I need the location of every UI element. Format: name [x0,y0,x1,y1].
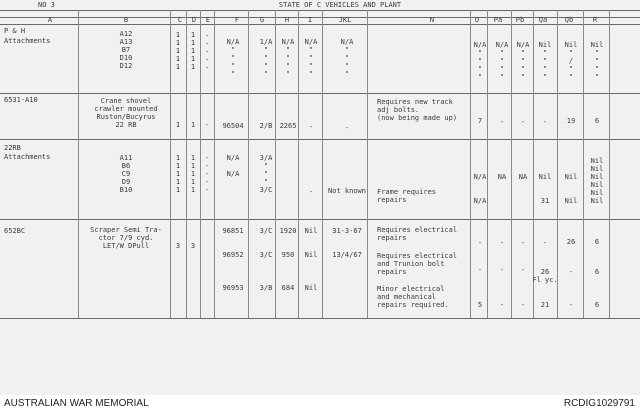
cell-g-row1: " [263,46,269,54]
cell-b-row2: 22 RB [115,121,137,129]
cell-pa-row1: " [499,73,505,81]
cell-qa-row1: " [542,49,548,57]
archive-footer [0,395,640,412]
cell-b-row3: C9 [121,170,131,178]
cell-r-row1: " [594,73,600,81]
cell-f-row1: " [230,46,236,54]
cell-r-row1: " [594,65,600,73]
cell-g-row1: 1/A [259,38,273,46]
cell-r-row3: Nil [590,181,604,189]
cell-pa-row3: NA [497,173,507,181]
column-rule [322,10,323,318]
cell-c-row1: 1 [175,63,181,71]
cell-c-row1: 1 [175,47,181,55]
cell-jkl-row1: " [344,70,350,78]
cell-f-row3: N/A [226,154,240,162]
column-rule [533,10,534,318]
page-number: NO 3 [38,1,55,9]
cell-qb-row1: / [568,57,574,65]
column-rule [487,10,488,318]
cell-g-row3: 3/C [259,186,273,194]
cell-c-row3: 1 [175,186,181,194]
cell-h-row1: " [285,46,291,54]
row-divider [0,139,640,140]
cell-qa-row1: " [542,57,548,65]
column-header-h: H [284,16,290,24]
cell-i-row4: Nil [304,284,318,292]
cell-b-row3: B10 [119,186,133,194]
column-rule [609,10,610,318]
cell-b-row3: A11 [119,154,133,162]
cell-i-row1: N/A [304,38,318,46]
cell-g-row4: 3/B [259,284,273,292]
cell-d-row3: 1 [190,186,196,194]
cell-f-row1: N/A [226,38,240,46]
column-header-b: B [123,16,129,24]
column-rule [367,10,368,318]
footer-record-id: RCDIG1029791 [563,398,635,409]
cell-o-row4: 5 [477,301,483,309]
cell-i-row1: " [308,46,314,54]
cell-r-row3: Nil [590,173,604,181]
column-header-o: O [474,16,480,24]
cell-h-row1: N/A [281,38,295,46]
cell-qb-row3: Nil [564,173,578,181]
cell-g-row4: 3/C [259,251,273,259]
cell-g-row3: " [263,162,269,170]
cell-h-row4: 950 [281,251,295,259]
cell-o-row1: " [477,57,483,65]
cell-c-row1: 1 [175,55,181,63]
cell-pa-row1: " [499,57,505,65]
column-header-a: A [47,16,53,24]
cell-b-row4: ctor 7/9 cyd. [98,234,154,242]
cell-r-row1: " [594,57,600,65]
cell-d-row1: 1 [190,47,196,55]
cell-pb-row1: " [520,73,526,81]
column-header-r: R [592,16,598,24]
cell-qa-row3: Nil [538,173,552,181]
column-rule [200,10,201,318]
cell-r-row3: Nil [590,197,604,205]
cell-pb-row1: " [520,65,526,73]
cell-c-row3: 1 [175,162,181,170]
cell-r-row3: Nil [590,165,604,173]
cell-n-row4: repairs [377,234,407,242]
cell-g-row3: " [263,170,269,178]
cell-a-row2: 6531-A10 [4,96,38,104]
cell-n-row2: adj bolts. [377,106,420,114]
cell-n-row4: repairs [377,268,407,276]
cell-g-row4: 3/C [259,227,273,235]
cell-c-row1: 1 [175,39,181,47]
cell-f-row4: 96953 [222,284,244,292]
cell-f-row1: " [230,70,236,78]
cell-e-row1: - [204,48,210,56]
cell-qb-row1: " [568,73,574,81]
cell-o-row2: 7 [477,117,483,125]
cell-r-row3: Nil [590,157,604,165]
cell-n-row4: repairs required. [377,301,449,309]
cell-b-row1: A13 [119,38,133,46]
cell-i-row3: - [308,188,314,196]
cell-b-row1: A12 [119,30,133,38]
cell-a-row3: Attachments [4,153,51,161]
cell-o-row1: N/A [473,41,487,49]
cell-o-row1: " [477,73,483,81]
cell-pa-row1: " [499,49,505,57]
column-rule [275,10,276,318]
cell-h-row1: " [285,70,291,78]
cell-i-row4: Nil [304,251,318,259]
cell-c-row3: 1 [175,170,181,178]
cell-jkl-row2: - [344,124,350,132]
column-header-d: D [191,16,197,24]
cell-n-row4: Requires electrical [377,226,458,234]
cell-e-row3: - [204,186,210,194]
column-rule [470,10,471,318]
cell-d-row3: 1 [190,154,196,162]
cell-d-row1: 1 [190,55,196,63]
cell-qb-row1: " [568,49,574,57]
cell-pb-row4: - [520,301,526,309]
column-header-pb: Pb [515,16,525,24]
cell-n-row4: Requires electrical [377,252,458,260]
cell-qa-row4: 21 [540,301,550,309]
cell-b-row3: B6 [121,162,131,170]
cell-o-row1: " [477,49,483,57]
cell-pb-row1: " [520,57,526,65]
cell-d-row1: 1 [190,39,196,47]
cell-e-row2: - [204,121,210,129]
cell-e-row3: - [204,162,210,170]
cell-o-row3: N/A [473,173,487,181]
cell-qb-row1: Nil [564,41,578,49]
cell-c-row2: 1 [175,121,181,129]
cell-e-row3: - [204,178,210,186]
cell-qb-row1: " [568,65,574,73]
cell-a-row3: 22RB [4,144,21,152]
cell-pb-row4: - [520,266,526,274]
cell-h-row4: 1920 [279,227,297,235]
column-rule [298,10,299,318]
cell-b-row1: D10 [119,54,133,62]
cell-qa-row3: 31 [540,197,550,205]
column-header-n: N [429,16,435,24]
column-header-i: I [307,16,313,24]
cell-pb-row1: N/A [516,41,530,49]
cell-h-row4: 684 [281,284,295,292]
cell-pa-row4: - [499,301,505,309]
cell-r-row1: Nil [590,41,604,49]
cell-r-row4: 6 [594,268,600,276]
cell-i-row1: " [308,54,314,62]
row-divider [0,219,640,220]
cell-i-row1: " [308,62,314,70]
cell-o-row3: N/A [473,197,487,205]
cell-qa-row1: " [542,65,548,73]
cell-b-row1: B7 [121,46,131,54]
cell-i-row4: Nil [304,227,318,235]
bottom-rule [0,318,640,319]
cell-n-row3: Frame requires [377,188,437,196]
column-rule [583,10,584,318]
cell-pb-row4: - [520,239,526,247]
cell-d-row3: 1 [190,170,196,178]
cell-r-row2: 6 [594,117,600,125]
cell-pb-row1: " [520,49,526,57]
cell-e-row1: - [204,64,210,72]
column-rule [186,10,187,318]
cell-h-row1: " [285,62,291,70]
cell-qb-row2: 19 [566,117,576,125]
cell-d-row3: 1 [190,162,196,170]
cell-qb-row4: 26 [566,238,576,246]
cell-a-row1: P & H [4,27,26,35]
cell-n-row4: and Trunion bolt [377,260,445,268]
cell-qa-row1: Nil [538,41,552,49]
cell-qa-row4: - [542,239,548,247]
cell-e-row3: - [204,154,210,162]
table-title: STATE OF C VEHICLES AND PLANT [278,1,402,9]
column-rule [78,10,79,318]
column-rule [170,10,171,318]
cell-d-row3: 1 [190,178,196,186]
cell-n-row2: (now being made up) [377,114,458,122]
column-header-jkl: JKL [338,16,352,24]
cell-d-row1: 1 [190,63,196,71]
column-header-e: E [205,16,211,24]
cell-qa-row1: " [542,73,548,81]
cell-i-row1: " [308,70,314,78]
column-rule [248,10,249,318]
cell-pa-row1: N/A [495,41,509,49]
cell-b-row2: crawler mounted [94,105,158,113]
cell-c-row3: 1 [175,154,181,162]
cell-pa-row4: - [499,266,505,274]
column-header-c: C [177,16,183,24]
cell-qa-row4: 26 [540,268,550,276]
row-divider [0,93,640,94]
column-header-pa: Pa [493,16,503,24]
cell-o-row1: " [477,65,483,73]
cell-e-row1: - [204,32,210,40]
cell-qa-row4: Fl yc. [532,276,558,284]
cell-g-row1: " [263,70,269,78]
cell-jkl-row1: " [344,46,350,54]
cell-h-row2: 2265 [279,122,297,130]
cell-f-row1: " [230,62,236,70]
cell-b-row2: Crane shovel [100,97,152,105]
cell-g-row3: " [263,178,269,186]
cell-jkl-row1: " [344,62,350,70]
cell-qb-row4: - [568,268,574,276]
cell-r-row3: Nil [590,189,604,197]
cell-f-row2: 96504 [222,122,244,130]
cell-jkl-row1: N/A [340,38,354,46]
cell-b-row3: D9 [121,178,131,186]
cell-qb-row4: - [568,301,574,309]
column-rule [214,10,215,318]
header-divider [0,24,640,25]
cell-a-row4: 652BC [4,227,26,235]
cell-b-row4: Scraper Semi Tra- [90,226,162,234]
cell-b-row4: LET/W DPull [102,242,150,250]
cell-e-row1: - [204,56,210,64]
column-header-qa: Qa [538,16,548,24]
cell-c-row3: 1 [175,178,181,186]
cell-o-row4: - [477,239,483,247]
cell-g-row2: 2/B [259,122,273,130]
cell-pa-row4: - [499,239,505,247]
cell-n-row4: and mechanical [377,293,437,301]
cell-f-row1: " [230,54,236,62]
cell-d-row4: 3 [190,242,196,250]
cell-f-row3: N/A [226,170,240,178]
cell-g-row1: " [263,62,269,70]
cell-d-row1: 1 [190,31,196,39]
column-header-f: F [234,16,240,24]
cell-r-row4: 6 [594,301,600,309]
cell-n-row3: repairs [377,196,407,204]
cell-b-row2: Ruston/Bucyrus [96,113,156,121]
cell-g-row3: 3/A [259,154,273,162]
cell-n-row2: Requires new track [377,98,453,106]
cell-n-row4: Minor electrical [377,285,445,293]
cell-r-row4: 6 [594,238,600,246]
column-header-g: G [259,16,265,24]
column-header-qb: Qb [564,16,574,24]
cell-e-row3: - [204,170,210,178]
cell-i-row2: - [308,123,314,131]
cell-pb-row2: - [520,118,526,126]
cell-r-row1: " [594,49,600,57]
cell-c-row1: 1 [175,31,181,39]
cell-qa-row2: - [542,118,548,126]
cell-pa-row1: " [499,65,505,73]
column-rule [557,10,558,318]
column-rule [511,10,512,318]
cell-o-row4: - [477,266,483,274]
cell-b-row1: D12 [119,62,133,70]
cell-d-row2: 1 [190,121,196,129]
cell-c-row4: 3 [175,242,181,250]
top-rule [0,10,640,11]
cell-jkl-row3: Not known [328,187,366,195]
cell-a-row1: Attachments [4,37,51,45]
cell-jkl-row4: 31-3-67 [332,227,362,235]
cell-jkl-row1: " [344,54,350,62]
cell-f-row4: 96851 [222,227,244,235]
cell-h-row1: " [285,54,291,62]
cell-f-row4: 96952 [222,251,244,259]
cell-jkl-row4: 13/4/67 [332,251,362,259]
cell-pb-row3: NA [518,173,528,181]
cell-pa-row2: - [499,118,505,126]
cell-qb-row3: Nil [564,197,578,205]
cell-g-row1: " [263,54,269,62]
footer-institution: AUSTRALIAN WAR MEMORIAL [4,398,149,409]
cell-e-row1: - [204,40,210,48]
